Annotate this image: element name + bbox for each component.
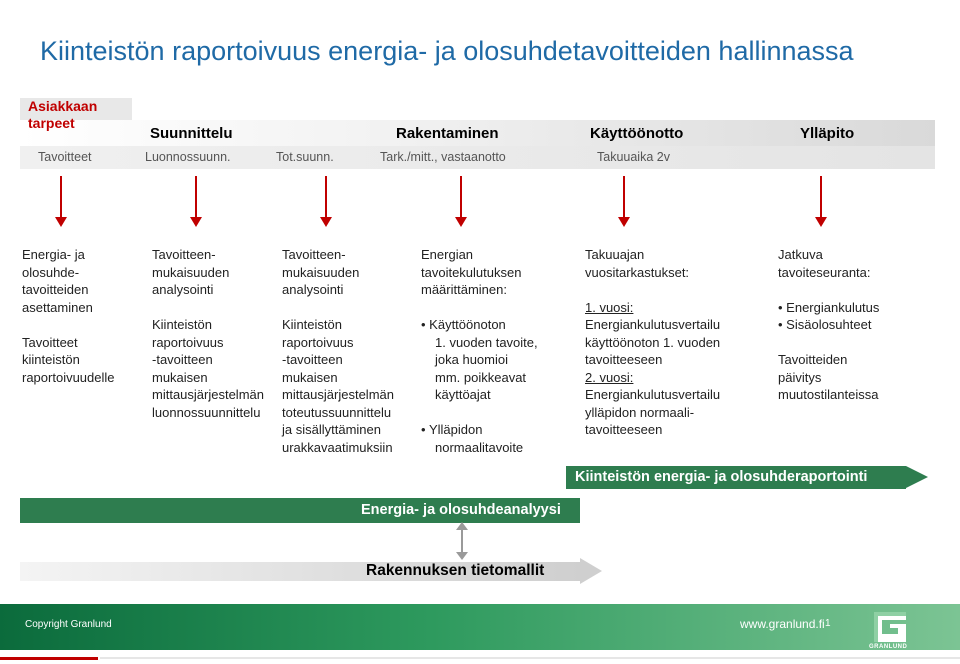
text-line: Energiankulutusvertailu <box>585 387 721 402</box>
bullet-icon: • <box>778 317 787 332</box>
down-arrow-icon <box>325 176 327 218</box>
column-target-consumption <box>421 246 566 456</box>
text-line: mukaisuuden <box>152 264 230 280</box>
text-line: olosuhde- <box>22 264 80 280</box>
page-number: 1 <box>825 618 831 629</box>
text-line: ylläpidon normaali- <box>585 404 695 420</box>
footer-accent-line <box>0 657 98 660</box>
subphase-tark-mitt: Tark./mitt., vastaanotto <box>380 150 506 164</box>
bullet-item <box>778 316 938 334</box>
subphase-luonnossuunn: Luonnossuunn. <box>145 150 231 164</box>
arrow-right-icon <box>906 466 928 488</box>
text-line: Tavoitteiden <box>778 352 848 367</box>
customer-needs-label: Asiakkaan tarpeet <box>28 98 98 131</box>
building-models-label: Rakennuksen tietomallit <box>366 562 545 579</box>
stage-suunnittelu: Suunnittelu <box>150 125 233 142</box>
text-line: Tavoitteen- <box>152 247 216 262</box>
column-continuous-monitoring <box>778 246 938 404</box>
column-goal-setting <box>22 246 142 386</box>
text-line: Energiankulutusvertailu <box>585 317 721 332</box>
bullet-icon: • <box>421 422 429 437</box>
text-line: 1. vuosi: <box>585 299 634 315</box>
text-line: Takuuajan <box>585 247 645 262</box>
text-line: mukaisuuden <box>282 264 360 280</box>
down-arrow-icon <box>820 176 822 218</box>
column-draft-design <box>152 246 277 421</box>
copyright-text: Copyright Granlund <box>25 619 112 630</box>
stage-yllapito: Ylläpito <box>800 125 855 142</box>
down-arrow-icon <box>60 176 62 218</box>
bullet-icon: • <box>778 299 787 315</box>
text-line: tavoitteeseen <box>585 352 663 367</box>
text-line: tavoiteseuranta: <box>778 264 871 280</box>
text-line: toteutussuunnittelu <box>282 404 392 420</box>
bullet-text: Ylläpidon <box>428 422 483 437</box>
text-line: asettaminen <box>22 299 93 315</box>
text-line: Energian <box>421 247 474 262</box>
bullet-icon: • <box>421 317 430 332</box>
subphase-takuuaika: Takuuaika 2v <box>597 150 670 164</box>
text-line: raportoivuus <box>282 334 354 350</box>
text-line: ja sisällyttäminen <box>282 422 381 437</box>
column-warranty-inspections <box>585 246 760 439</box>
bullet-item <box>421 316 566 334</box>
text-line: mm. poikkeavat <box>435 369 527 385</box>
arrow-right-icon <box>580 558 602 584</box>
page-title: Kiinteistön raportoivuus energia- ja olosuhdetavoitteiden hallinnassa <box>40 36 854 66</box>
text-line: muutostilanteissa <box>778 387 879 402</box>
text-line: tavoitekulutuksen <box>421 264 522 280</box>
bullet-item <box>778 299 938 317</box>
text-line: analysointi <box>282 282 344 297</box>
text-line: käyttöajat <box>435 387 491 402</box>
stage-kayttoonotto: Käyttöönotto <box>590 125 684 142</box>
text-line: analysointi <box>152 282 214 297</box>
reporting-bar-label: Kiinteistön energia- ja olosuhderaportointi <box>575 469 868 485</box>
bullet-text: Käyttöönoton <box>429 317 506 332</box>
text-line: tavoitteiden <box>22 282 89 297</box>
text-line: joka huomioi <box>435 352 508 367</box>
text-line: raportoivuudelle <box>22 369 115 385</box>
text-line: Tavoitteen- <box>282 247 346 262</box>
text-line: mittausjärjestelmän <box>282 387 394 402</box>
subphase-totsuunn: Tot.suunn. <box>276 150 334 164</box>
text-line: Kiinteistön <box>152 317 212 332</box>
text-line: luonnossuunnittelu <box>152 404 261 420</box>
stage-rakentaminen: Rakentaminen <box>396 125 499 142</box>
bullet-text: Energiankulutus <box>786 299 880 315</box>
text-line: tavoitteeseen <box>585 422 663 437</box>
text-line: mukaisen <box>152 369 208 385</box>
footer-divider <box>100 657 960 659</box>
text-line: -tavoitteen <box>282 352 343 367</box>
text-line: -tavoitteen <box>152 352 213 367</box>
subphase-tavoitteet: Tavoitteet <box>38 150 92 164</box>
text-line: vuositarkastukset: <box>585 264 690 280</box>
analysis-bar-label: Energia- ja olosuhdeanalyysi <box>361 502 561 518</box>
text-line: mittausjärjestelmän <box>152 387 264 402</box>
text-line: Kiinteistön <box>282 317 342 332</box>
column-implementation-design <box>282 246 412 456</box>
bullet-item <box>421 421 566 439</box>
text-line: päivitys <box>778 369 822 385</box>
text-line: Tavoitteet <box>22 334 78 350</box>
text-line: 2. vuosi: <box>585 369 634 385</box>
text-line: kiinteistön <box>22 352 80 367</box>
text-line: määrittäminen: <box>421 282 507 297</box>
down-arrow-icon <box>460 176 462 218</box>
arrow-down-icon <box>456 552 468 560</box>
text-line: urakkavaatimuksiin <box>282 439 393 455</box>
text-line: käyttöönoton 1. vuoden <box>585 334 721 350</box>
arrow-up-icon <box>456 522 468 530</box>
text-line: raportoivuus <box>152 334 224 350</box>
text-line: normaalitavoite <box>435 439 524 455</box>
bullet-text: Sisäolosuhteet <box>786 317 872 332</box>
website-link[interactable]: www.granlund.fi <box>740 617 825 631</box>
logo-wordmark: GRANLUND <box>869 644 908 650</box>
down-arrow-icon <box>623 176 625 218</box>
down-arrow-icon <box>195 176 197 218</box>
text-line: 1. vuoden tavoite, <box>435 334 538 350</box>
text-line: Energia- ja <box>22 247 85 262</box>
text-line: mukaisen <box>282 369 338 385</box>
text-line: Jatkuva <box>778 247 823 262</box>
